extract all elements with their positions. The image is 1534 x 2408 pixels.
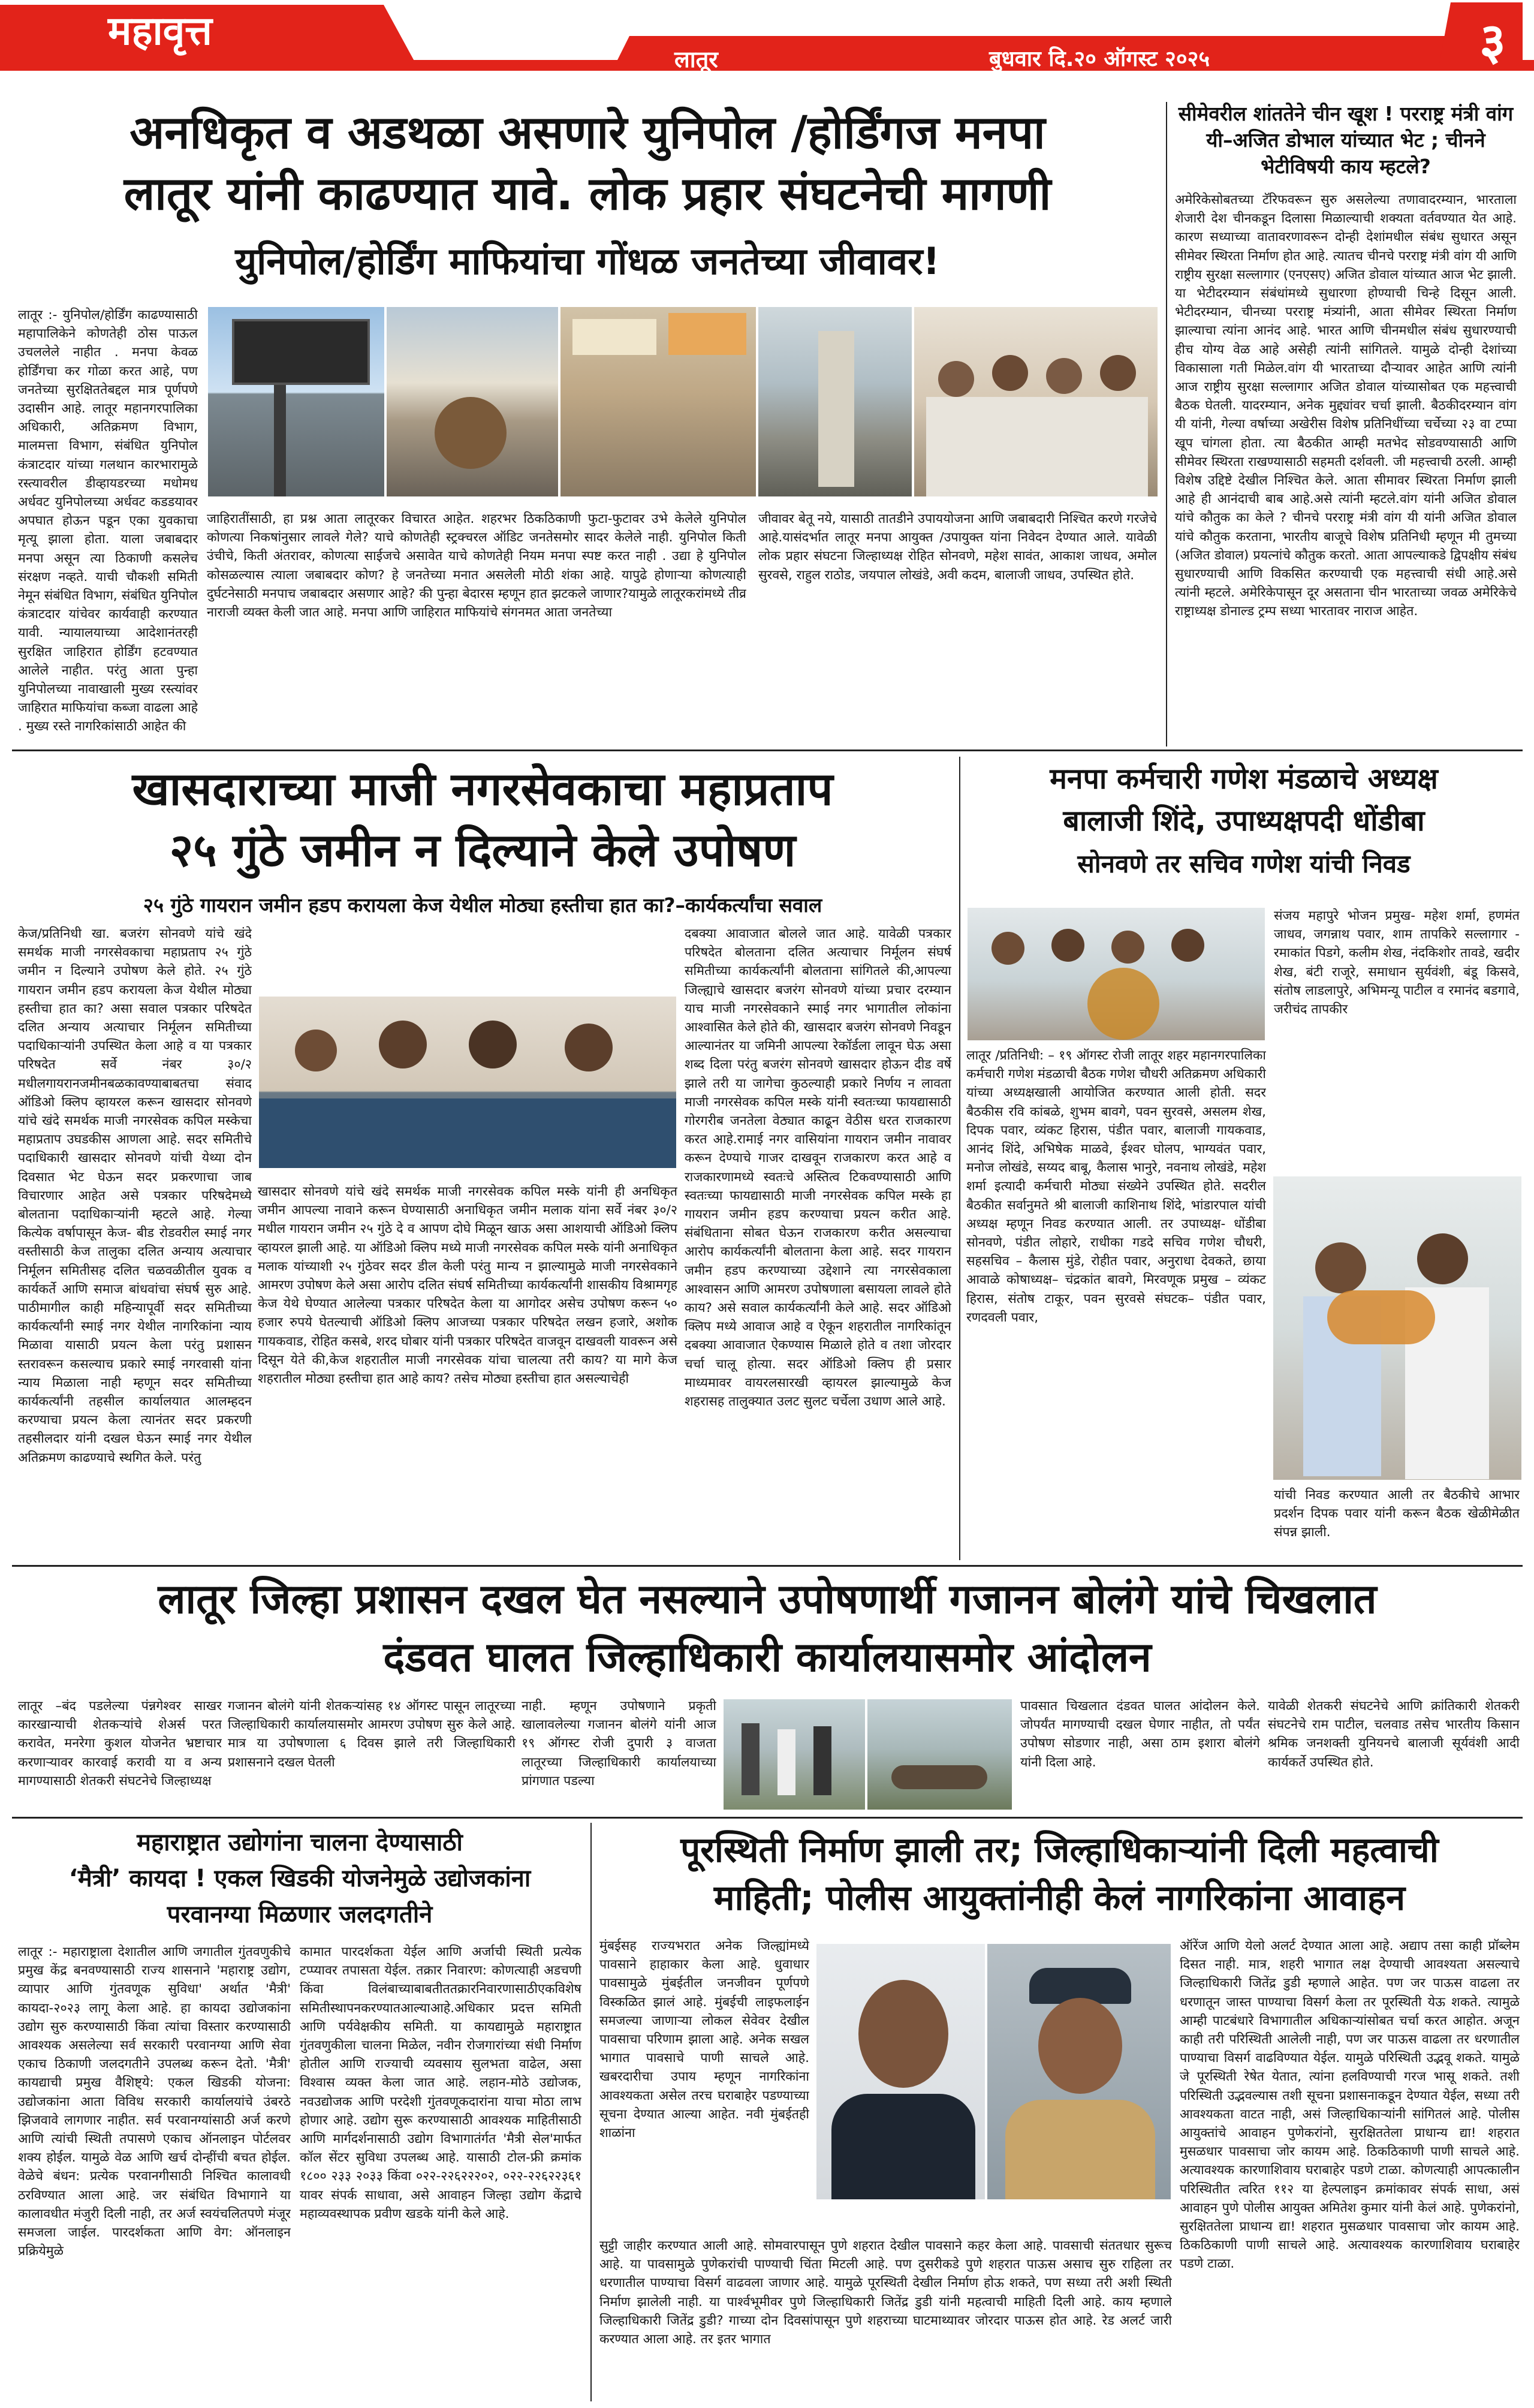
- story7-bottom-text: सुट्टी जाहीर करण्यात आली आहे. सोमवारपासून पुणे शहरात देखील पावसाने कहर केला आहे. पावसाची संततधार सुरूच आहे. या पावसामुळे पुणेकरांची पाण्याची चिंता मिटली आहे. पण दुसरीकडे पुणे शहरात पाऊस असाच सुरु राहिला तर धरणातील पाण्याचा विसर्ग वाढवला जाणार आहे. यामुळे पूरस्थिती देखील निर्माण होऊ शकते, पण सध्या तरी अशी स्थिती निर्माण झालेली नाही. या पार्श्वभूमीवर पुणे जिल्हाधिकारी जितेंद्र डुडी यांनी महत्वाची माहिती दिली आहे. काय म्हणाले जिल्हाधिकारी जितेंद्र डुडी? गाच्या दोन दिवसांपासून पुणे शहराच्या घाटमाथ्यावर जोरदार पाऊस होत आहे. रेड अलर्ट जारी करण्यात आला आहे. तर इतर भागात: [599, 2238, 1172, 2347]
- story5-column-1: लातूर –बंद पडलेल्या पंन्नगेश्वर साखर कारखान्याची शेतकऱ्यांचे शेअर्स परत करावेत, मनरेगा कुशल योजनेत भ्रष्टाचार करणाऱ्यावर कारवाई करावी या व अन्य मागण्यासाठी शेतकरी संघटनेचे जिल्हाध्यक्ष: [18, 1699, 222, 1789]
- story5-column-4: पावसात चिखलात दंडवत घालत आंदोलन केले. जोपर्यंत मागण्याची दखल घेणार नाहीत, तो पर्यंत उपोषण सोडणार नाही, असा ठाम इशारा बोलंगे यांनी दिला आहे.: [1020, 1699, 1260, 1770]
- story1-column-3: जीवावर बेतू नये, यासाठी तातडीने उपाययोजना आणि जबाबदारी निश्चित करणे गरजेचे आहे.यासंदर्भात लातूर मनपा आयुक्त /उपायुक्त यांना निवेदन देण्यात आले. यावेळी लोक प्रहार संघटना जिल्हाध्यक्ष रोहित सोनवणे, महेश सावंत, आकाश जाधव, अमोल सुरवसे, राहुल राठोड, जयपाल लोखंडे, अवी कदम, बालाजी जाधव, उपस्थित होते.: [758, 511, 1157, 583]
- story4-headline-line1: मनपा कर्मचारी गणेश मंडळाचे अध्यक्ष: [1050, 762, 1438, 796]
- story1-photo-group: [913, 306, 1159, 498]
- story7-headline-line1: पूरस्थिती निर्माण झाली तर; जिल्हाधिकाऱ्यांनी दिली महत्वाची: [680, 1829, 1439, 1870]
- story4-headline-line3: सोनवणे तर सचिव गणेश यांची निवड: [1077, 849, 1411, 878]
- story3-column-2: खासदार सोनवणे यांचे खंदे समर्थक माजी नगरसेवक कपिल मस्के यांनी ही अनधिकृत जमीन आपल्या नावाने करून घेण्यासाठी अनाधिकृत जमीन मलाक यांना सर्वे नंबर ३०/२ मधील गायरान जमीन २५ गुंठे दे व आपण दोघे मिळून खाऊ असा आशयाची ऑडिओ क्लिप व्हायरल झाली आहे. या ऑडिओ क्लिप मध्ये माजी नगरसेवक कपिल मस्के यांनी अनाधिकृत मलाक यांच्याशी २५ गुंठेवर सदर डील केली परंतु मान्य न झाल्यामुळे माजी नगरसेवकाने आमरण उपोषण केले असा आरोप दलित संघर्ष समितीच्या कार्यकर्त्यांनी शासकीय विश्रामगृह केज येथे घेण्यात आलेल्या पत्रकार परिषदेत केला या आगोदर असेच उपोषण करून ५० हजार रुपये घेतल्याची ऑडिओ क्लिप आजच्या पत्रकार परिषदेत लखन हजारे, अशोक गायकवाड, रोहित कसबे, शरद घोबार यांनी पत्रकार परिषदेत वाजवून दाखवली यावरून असे दिसून येते की,केज शहरातील माजी नगरसेवक यांचा चालत्या तरी काय? या मागे केज शहरातील मोठ्या हस्तीचा हात आहे काय? तसेच मोठ्या हस्तीचा हात असल्याचेही: [258, 1184, 677, 1387]
- story1-headline-line1: अनधिकृत व अडथळा असणारे युनिपोल /होर्डिंगज मनपा: [129, 106, 1045, 159]
- story5-photo-protest-2: [866, 1698, 1013, 1811]
- story7-headline-line2: माहिती; पोलीस आयुक्तांनीही केलं नागरिकांना आवाहन: [713, 1877, 1406, 1918]
- story1-column-1: लातूर :- युनिपोल/होर्डिंग काढण्यासाठी महापालिकेने कोणतेही ठोस पाऊल उचललेले नाहीत . मनपा केवळ होर्डिंगचा कर गोळा करत आहे, पण जनतेच्या सुरक्षिततेबद्दल मात्र पूर्णपणे उदासीन आहे. लातूर महानगरपालिका अधिकारी, अतिक्रमण विभाग, मालमत्ता विभाग, संबंधित युनिपोल कंत्राटदार यांच्या गलथान कारभारामुळे रस्त्यावरील डीव्हायडरच्या मधोमध अर्धवट युनिपोलच्या अर्धवट कडडयावर अपघात होऊन पडून एका युवकाचा मृत्यू झाला होता. याला जबाबदार मनपा असून त्या ठिकाणी कसलेच संरक्षण नव्हते. याची चौकशी समिती नेमून संबंधित विभाग, संबंधित युनिपोल कंत्राटदार यांचेवर कार्यवाही करण्यात यावी. न्यायालयाच्या आदेशानंतरही सुरक्षित जाहिरात होर्डिंग हटवण्यात आलेले नाहीत. परंतु आता पुन्हा युनिपोलच्या नावाखाली मुख्य रस्त्यांवर जाहिरात माफियांचा कब्जा वाढला आहे . मुख्य रस्ते नागरिकांसाठी आहेत की: [18, 308, 198, 735]
- story1-photo-divider: [757, 306, 913, 498]
- rule-horizontal-3: [12, 1817, 1523, 1819]
- page-number: ३: [1479, 12, 1506, 71]
- story1-photo-road: [385, 306, 559, 498]
- story1-subhead: युनिपोल/होर्डिंग माफियांचा गोंधळ जनतेच्या जीवावर!: [235, 239, 940, 283]
- story4-photo-felicitation-1: [966, 907, 1266, 1042]
- rule-horizontal-1: [12, 750, 1523, 751]
- story3-subhead: २५ गुंठे गायरान जमीन हडप करायला केज येथील मोठ्या हस्तीचा हात का?–कार्यकर्त्यांचा सवाल: [143, 893, 822, 917]
- story3-column-3: दबक्या आवाजात बोलले जात आहे. यावेळी पत्रकार परिषदेत बोलताना दलित अत्याचार निर्मूलन संघर्ष समितीच्या कार्यकर्त्यांनी बोलताना सांगितले की,आपल्या जिल्ह्याचे खासदार बजरंग सोनवणे यांच्या प्रचार दरम्यान याच माजी नगरसेवकाने स्माई नगर भागातील लोकांना आश्वासित केले होते की, खासदार बजरंग सोनवणे निवडून आल्यानंतर या जमिनी आपल्या रेकॉर्डला लावून घेऊ असा शब्द दिला परंतु बजरंग सोनवणे खासदार होऊन दीड वर्षे झाले तरी या जागेचा कुठल्याही प्रकारे निर्णय न लावता माजी नगरसेवक कपिल मस्के यांनी स्वतःच्या फायद्यासाठी गोरगरीब जनतेला वेठ्यात काढून वेठीस धरत राजकारण करत आहे.रामाई नगर वासियांना गायरान जमीन नावावर करून देण्याचे गाजर दाखवून राजकारण करत आहे व राजकारणामध्ये स्वतःचे अस्तित्व टिकवण्यासाठी आणि स्वतःच्या फायद्यासाठी माजी नगरसेवक कपिल मस्के हा गायरान जमीन हडप करण्याचा प्रयत्न करीत आहे. संबंधिताना सोबत घेऊन राजकारण करीत असल्याचा आरोप कार्यकर्त्यांनी बोलताना केला आहे. सदर गायरान जमीन हडप करण्याच्या उद्देशाने त्या नगरसेवकाला आश्वासन आणि आमरण उपोषणाला बसायला लावले होते काय? असे सवाल कार्यकर्त्यांनी केले आहे. सदर ऑडिओ क्लिप मध्ये आवाज आहे व ऐकून शहरातील नागरिकांतून दबक्या आवाजात ऐकण्यास मिळाले होते व तशा जोरदार चर्चा चालू होत्या. सदर ऑडिओ क्लिप ही प्रसार माध्यमावर वायरलसारखी व्हायरल झाल्यामुळे केज शहरासह तालुक्यात उलट सुलट चर्चेला उधाण आले आहे.: [685, 926, 951, 1410]
- story5-photo-protest-1: [722, 1698, 866, 1811]
- story3-column-1: केज/प्रतिनिधी खा. बजरंग सोनवणे यांचे खंदे समर्थक माजी नगरसेवकाचा महाप्रताप २५ गुंठे जमीन न दिल्याने उपोषण केले होते. २५ गुंठे गायरान जमीन हडप करायला केज येथील मोठ्या हस्तीचा हात का? असा सवाल पत्रकार परिषदेत दलित अन्याय अत्याचार निर्मूलन समितीच्या पदाधिकाऱ्यांनी उपस्थित केला आहे व या पत्रकार परिषदेत सर्वे नंबर ३०/२ मधीलगायरानजमीनबळकावण्याबाबतचा संवाद ऑडिओ क्लिप व्हायरल करून खासदार सोनवणे यांचे खंदे समर्थक माजी नगरसेवक कपिल मस्केचा महाप्रताप उघडकीस आणला आहे. सदर समितीचे पदाधिकारी खासदार सोनवणे यांची येथ्या दोन दिवसात भेट घेऊन सदर प्रकरणाचा जाब विचारणार आहेत असे पत्रकार परिषदेमध्ये बोलताना पदाधिकाऱ्यांनी म्हटले आहे. गेल्या कित्येक वर्षापासून केज- बीड रोडवरील स्माई नगर वस्तीसाठी केज तालुका दलित अन्याय अत्याचार निर्मूलन समितीसह दलित चळवळीतील युवक व कार्यकर्ते आणि समाज बांधवांचा संघर्ष सुरु आहे. पाठीमागील काही महिन्यापूर्वी सदर समितीच्या कार्यकर्त्यांनी स्माई नगर येथील नागरिकांना न्याय मिळावा यासाठी प्रयत्न केला परंतु प्रशासन स्तरावरून कसल्याच प्रकारे स्माई नगरवासी यांना न्याय मिळाला नाही म्हणून सदर समितीच्या कार्यकर्त्यांनी तहसील कार्यालयात आलम्हदन करण्याचा प्रयत्न केला त्यानंतर सदर प्रकरणी तहसीलदार यांनी दखल घेऊन स्माई नगर येथील अतिक्रमण काढण्याचे स्थगित केले. परंतु: [18, 926, 252, 1465]
- masthead-red-band: [0, 0, 1534, 71]
- story6-column-1: लातूर :- महाराष्ट्राला देशातील आणि जगातील गुंतवणुकीचे प्रमुख केंद्र बनवण्यासाठी राज्य शासनाने 'महाराष्ट्र उद्योग, व्यापार आणि गुंतवणूक सुविधा' अर्थात 'मैत्री' कायदा-२०२३ लागू केला आहे. हा कायदा उद्योजकांना उद्योग सुरु करण्यासाठी किंवा त्यांचा विस्तार करण्यासाठी आवश्यक असलेल्या सर्व सरकारी परवानग्या आणि सेवा एकाच ठिकाणी जलदगतीने उपलब्ध करून देतो. 'मैत्री' कायद्याची प्रमुख वैशिष्ट्ये: एकल खिडकी योजना: उद्योजकांना आता विविध सरकारी कार्यालयांचे उंबरठे झिजवावे लागणार नाहीत. सर्व परवानग्यांसाठी अर्ज करणे आणि त्यांची स्थिती तपासणे एकाच ऑनलाइन पोर्टलवर शक्य होईल. यामुळे वेळ आणि खर्च दोन्हींची बचत होईल. वेळेचे बंधन: प्रत्येक परवानगीसाठी निश्चित कालावधी ठरविण्यात आला आहे. जर संबंधित विभागाने या कालावधीत मंजुरी दिली नाही, तर अर्ज स्वयंचलितपणे मंजूर समजला जाईल. पारदर्शकता आणि वेग: ऑनलाइन प्रक्रियेमुळे: [18, 1945, 291, 2259]
- story6-headline-line2: ‘मैत्री’ कायदा ! एकल खिडकी योजनेमुळे उद्योजकांना: [68, 1865, 531, 1892]
- story5-headline-line2: दंडवत घालत जिल्हाधिकारी कार्यालयासमोर आंदोलन: [383, 1634, 1152, 1681]
- rule-horizontal-2: [12, 1565, 1523, 1567]
- paper-name: महावृत्त: [108, 8, 212, 54]
- story6-headline-line3: परवानग्या मिळणार जलदगतीने: [167, 1901, 433, 1928]
- story5-column-3: नाही. म्हणून उपोषणाने प्रकृती खालावलेल्या गजानन बोलंगे यांनी आज १९ ऑगस्ट रोजी दुपारी ३ वाजता लातूरच्या जिल्हाधिकारी कार्यालयाच्या प्रांगणात पडल्या: [522, 1699, 716, 1789]
- story3-headline-line2: २५ गुंठे जमीन न दिल्याने केले उपोषण: [169, 823, 796, 877]
- story5-column-2: गजानन बोलंगे यांनी शेतकऱ्यांसह १४ ऑगस्ट पासून लातूरच्या जिल्हाधिकारी कार्यालयासमोर आमरण उपोषण सुरु केले आहे. मात्र या उपोषणाला ६ दिवस झाले तरी जिल्हाधिकारी प्रशासनाने दखल घेतली: [228, 1699, 516, 1770]
- story7-photo-collector: [815, 1943, 986, 2201]
- story1-photo-hoarding: [207, 306, 385, 498]
- rule-vertical-right: [1166, 102, 1167, 747]
- masthead-city: लातूर: [674, 46, 718, 73]
- story4-headline-line2: बालाजी शिंदे, उपाध्यक्षपदी धोंडीबा: [1063, 804, 1425, 838]
- story7-photo-police-commissioner: [986, 1943, 1172, 2201]
- story4-photo-felicitation-2: [1272, 1175, 1523, 1481]
- masthead-date: बुधवार दि.२० ऑगस्ट २०२५: [989, 47, 1210, 71]
- rule-vertical-bottom: [590, 1823, 592, 2401]
- story2-headline: सीमेवरील शांततेने चीन खूश ! परराष्ट्र मंत्री वांग यी–अजित डोभाल यांच्यात भेट ; चीनने भेटीविषयी काय म्हटले?: [1178, 102, 1514, 178]
- story1-column-2: जाहिरातींसाठी, हा प्रश्न आता लातूरकर विचारत आहेत. शहरभर ठिकठिकाणी फुटा-फुटावर उभे केलेले युनिपोल कोणत्या निकषांनुसार लावले गेले? याचे कोणतेही स्ट्रक्चरल ऑडिट जनतेसमोर सादर केलेले नाही. युनिपोल किती उंचीचे, किती अंतरावर, कोणत्या साईजचे असावेत याचे कोणतेही नियम मनपा स्पष्ट करत नाही . उद्या हे युनिपोल कोसळल्यास त्याला जबाबदार कोण? हे जनतेच्या मनात असलेली मोठी शंका आहे. यापुढे होणाऱ्या कोणत्याही दुर्घटनेसाठी मनपाच जबाबदार असणार आहे? की पुन्हा बेदारस म्हणून हात झटकले जाणार?यामुळे लातूरकरांमध्ये तीव्र नाराजी व्यक्त केली जात आहे. मनपा आणि जाहिरात माफियांचे संगनमत आता जनतेच्या: [207, 511, 746, 621]
- rule-vertical-middle: [959, 757, 960, 1560]
- story2-body: अमेरिकेसोबतच्या टॅरिफवरून सुरु असलेल्या तणावादरम्यान, भारताला शेजारी देश चीनकडून दिलासा मिळाल्याची शक्यता वर्तवण्यात येत आहे. कारण सध्याच्या वातावरणावरून दोन्ही देशांमधील संबंध सुधारत असून सीमेवर स्थिरता निर्माण होत आहे. त्यातच चीनचे परराष्ट्र मंत्री वांग यी आणि राष्ट्रीय सुरक्षा सल्लागार (एनएसए) अजित डोवाल यांच्यात आज भेट झाली. या भेटीदरम्यान संबंधांमध्ये सुधारणा होण्याची चिन्हे दिसून आली. भेटीदरम्यान, चीनच्या परराष्ट्र मंत्र्यांनी, आता सीमेवर स्थिरता निर्माण झाल्याचा त्यांना आनंद आहे. भारत आणि चीनमधील संबंध सुधारण्याची हीच योग्य वेळ आहे असेही त्यांनी सांगितले. यामुळे दोन्ही देशांच्या विकासाला गती मिळेल.वांग यी भारताच्या दौऱ्यावर आहेत आणि त्यांनी आज राष्ट्रीय सुरक्षा सल्लागार अजित डोवाल यांच्यासोबत एक महत्त्वाची बैठक घेतली. यादरम्यान, अनेक मुद्द्यांवर चर्चा झाली. बैठकीदरम्यान वांग यी यांनी, गेल्या वर्षाच्या अखेरीस विशेष प्रतिनिधींच्या चर्चेच्या २३ वा टप्पा खूप चांगला होता. त्या बैठकीत आम्ही मतभेद सोडवण्यासाठी आणि सीमेवर स्थिरता राखण्यासाठी सहमती दर्शवली. जी महत्त्वाची ठरली. आम्ही विशेष उद्दिष्टे देखील निश्चित केले. आता सीमावर स्थिरता निर्माण झाली आहे ही आनंदाची बाब आहे.असे त्यांनी म्हटले.वांग यांनी अजित डोवाल यांचे कौतुक का केले ? चीनचे परराष्ट्र मंत्री वांग यी यांनी अजित डोवाल यांचे कौतुक करताना, भारतीय बाजूचे विशेष प्रतिनिधी म्हणून मी तुमच्या (अजित डोवाल) प्रयत्नांचे कौतुक करतो. आता आपल्याकडे द्विपक्षीय संबंध सुधारण्याची आणि विकसित करण्याची एक महत्त्वाची संधी आहे.असे त्यांनी म्हटले. अमेरिकेपासून दूर असताना चीन भारताच्या जवळ अमेरिकेचे राष्ट्राध्यक्ष डोनाल्ड ट्रम्प सध्या भारतावर नाराज आहेत.: [1175, 192, 1517, 619]
- story1-photo-street: [559, 306, 757, 498]
- story4-side-text: संजय महापुरे भोजन प्रमुख- महेश शर्मा, हणमंत जाधव, जगन्नाथ पवार, शाम तापकिरे सल्लागार - रमाकांत पिडगे, कलीम शेख, नंदकिशोर तावडे, खदीर शेख, बंटी राजूरे, समाधान सुर्यवंशी, बंडू किसवे, संतोष लाडलापुरे, अभिमन्यू पाटील व रमानंद बडगावे, जरीचंद तापकीर: [1274, 908, 1520, 1018]
- masthead: [0, 0, 1534, 71]
- story3-photo-press-conference: [258, 995, 677, 1169]
- story6-column-2: कामात पारदर्शकता येईल आणि अर्जाची स्थिती प्रत्येक टप्प्यावर तपासता येईल. तक्रार निवारण: कोणत्याही अडचणी किंवा विलंबाच्याबाबतीततक्रारनिवारणासाठीएकविशेष समितीस्थापनकरण्यातआल्याआहे.अधिकार प्रदत्त समिती आणि पर्यवेक्षकीय समिती. या कायद्यामुळे महाराष्ट्रात गुंतवणुकीला चालना मिळेल, नवीन रोजगारांच्या संधी निर्माण होतील आणि राज्याची व्यवसाय सुलभता वाढेल, असा विश्वास व्यक्त केला जात आहे. लहान-मोठे उद्योजक, नवउद्योजक आणि परदेशी गुंतवणूकदारांना याचा मोठा लाभ होणार आहे. उद्योग सुरू करण्यासाठी आवश्यक माहितीसाठी आणि मार्गदर्शनासाठी उद्योग विभागातंर्गत 'मैत्री सेल'मार्फत कॉल सेंटर सुविधा उपलब्ध आहे. यासाठी टोल-फ्री क्रमांक १८०० २३३ २०३३ किंवा ०२२-२२६२२२०२, ०२२-२२६२२३६१ यावर संपर्क साधावा, असे आवाहन जिल्हा उद्योग केंद्राचे महाव्यवस्थापक प्रवीण खडके यांनी केले आहे.: [300, 1945, 581, 2222]
- story5-column-5: यावेळी शेतकरी संघटनेचे आणि क्रांतिकारी शेतकरी संघटनेचे राम पाटील, चलवाड तसेच भारतीय किसान श्रमिक जनशक्ती युनियनचे बालाजी सूर्यवंशी आदी कार्यकर्ते उपस्थित होते.: [1268, 1699, 1520, 1770]
- story7-right-column: ऑरेंज आणि येलो अलर्ट देण्यात आला आहे. अद्याप तसा काही प्रॉब्लेम दिसत नाही. मात्र, शहरी भागात लक्ष देण्याची आवश्यता असल्याचे जिल्हाधिकारी जितेंद्र डुडी म्हणाले आहेत. पण जर पाऊस वाढला तर धरणातून जास्त पाण्याचा विसर्ग केला तर पूरस्थिती येऊ शकते. त्यामुळे आम्ही पाटबंधारे विभागातील अधिकाऱ्यांसोबत चर्चा करत आहोत. अजून काही तरी परिस्थिती आलेली नाही, पण जर पाऊस वाढला तर धरणातील पाण्याचा विसर्ग वाढविण्यात येईल. यामुळे परिस्थिती उद्भवू शकते. यामुळे जे पूरस्थिती रेषेत येतात, त्यांना हलविण्याची गरज भासू शकते. तशी परिस्थिती उद्भवल्यास तशी सूचना प्रशासनाकडून देण्यात येईल, सध्या तरी आवश्यकता वाटत नाही, असं जिल्हाधिकाऱ्यांनी सांगितलं आहे. पोलीस आयुक्तांचे आवाहन पुणेकरांनो, सुरक्षिततेला प्राधान्य द्या! शहरात मुसळधार पावसाचा जोर कायम आहे. ठिकठिकाणी पाणी साचले आहे. अत्यावश्यक कारणाशिवाय घराबाहेर पडणे टाळा. कोणत्याही आपत्कालीन परिस्थितीत त्वरित ११२ या हेल्पलाइन क्रमांकावर संपर्क साधा, असं आवाहन पुणे पोलीस आयुक्त अमितेश कुमार यांनी केलं आहे. पुणेकरांनो, सुरक्षिततेला प्राधान्य द्या! शहरात मुसळधार पावसाचा जोर कायम आहे. ठिकठिकाणी पाणी साचले आहे. अत्यावश्यक कारणाशिवाय घराबाहेर पडणे टाळा.: [1180, 1939, 1520, 2272]
- story1-headline-line2: लातूर यांनी काढण्यात यावे. लोक प्रहार संघटनेची मागणी: [123, 167, 1051, 220]
- story4-body-end: यांची निवड करण्यात आली तर बैठकीचे आभार प्रदर्शन दिपक पवार यांनी करून बैठक खेळीमेळीत संपन्न झाली.: [1274, 1488, 1520, 1540]
- story4-body: लातूर /प्रतिनिधी: – १९ ऑगस्ट रोजी लातूर शहर महानगरपालिका कर्मचारी गणेश मंडळाची बैठक गणेश चौधरी अतिक्रमण अधिकारी यांच्या अध्यक्षखाली आयोजित करण्यात आली होती. सदर बैठकीस रवि कांबळे, शुभम बावगे, पवन सुरवसे, असलम शेख, दिपक पवार, व्यंकट हिरास, पंडीत पवार, बालाजी गायकवाड, आनंद शिंदे, अभिषेक माळवे, ईश्वर घोलप, भाग्यवंत पवार, मनोज लोखंडे, सय्यद बाबू, कैलास भानुरे, नवनाथ लोखंडे, महेश शर्मा इत्यादी कर्मचारी मोठ्या संख्येने उपस्थित होते. सदरील बैठकीत सर्वानुमते श्री बालाजी काशिनाथ शिंदे, भांडारपाल यांची अध्यक्ष म्हणून निवड करण्यात आली. तर उपाध्यक्ष- धोंडीबा सोनवणे, पंडीत लोहारे, राधीका गडदे सचिव गणेश चौधरी, सहसचिव – कैलास मुंडे, रोहीत पवार, अनुराधा देवकते, छाया आवाळे कोषाध्यक्ष– चंद्रकांत बावगे, मिरवणूक प्रमुख – व्यंकट हिरास, संतोष टाकूर, पवन सुरवसे संघटक– पंडीत पवार, रणदवली पवार,: [966, 1048, 1266, 1325]
- story5-headline-line1: लातूर जिल्हा प्रशासन दखल घेत नसल्याने उपोषणार्थी गजानन बोलंगे यांचे चिखलात: [158, 1576, 1377, 1623]
- story6-headline-line1: महाराष्ट्रात उद्योगांना चालना देण्यासाठी: [137, 1829, 463, 1856]
- story3-headline-line1: खासदाराच्या माजी नगरसेवकाचा महाप्रताप: [132, 762, 833, 815]
- story7-column-1: मुंबईसह राज्यभरात अनेक जिल्ह्यांमध्ये पावसाने हाहाकार केला आहे. धुवाधार पावसामुळे मुंबईतील जनजीवन पूर्णपणे विस्कळित झालं आहे. मुंबईची लाइफलाईन समजल्या जाणाऱ्या लोकल सेवेवर देखील पावसाचा परिणाम झाला आहे. अनेक सखल भागात पावसाचे पाणी साचले आहे. खबरदारीचा उपाय म्हणून नागरिकांना आवश्यकता असेल तरच घराबाहेर पडण्याच्या सूचना देण्यात आल्या आहेत. नवी मुंबईतही शाळांना: [599, 1939, 809, 2141]
